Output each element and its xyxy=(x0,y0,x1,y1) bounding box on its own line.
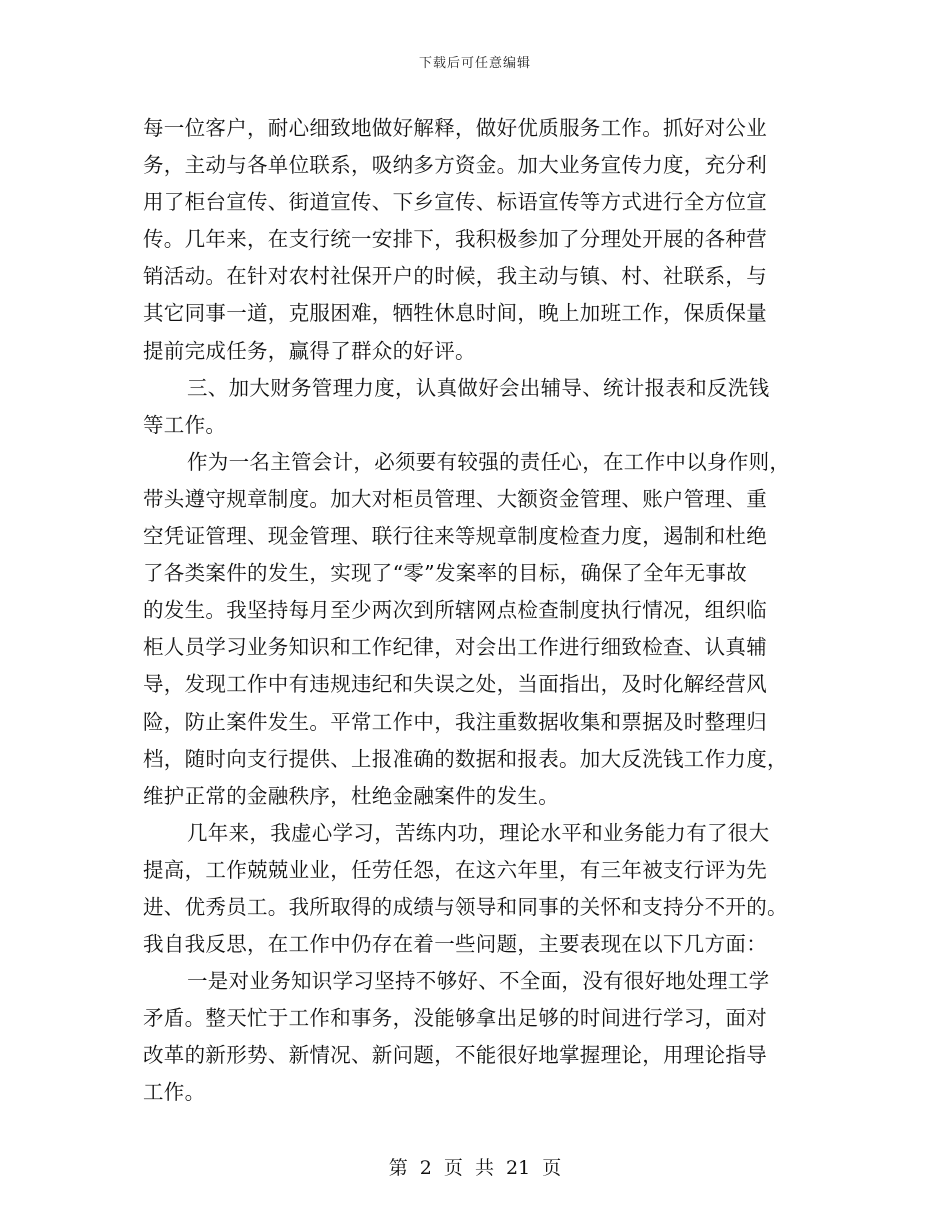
text-line: 我自我反思，在工作中仍存在着一些问题，主要表现在以下几方面： xyxy=(143,932,767,957)
text-line: 其它同事一道，克服困难，牺牲休息时间，晚上加班工作，保质保量 xyxy=(143,301,767,326)
text-line: 每一位客户，耐心细致地做好解释，做好优质服务工作。抓好对公业 xyxy=(143,116,767,140)
text-line: 导，发现工作中有违规违纪和失误之处，当面指出，及时化解经营风 xyxy=(143,672,767,697)
text-line: 销活动。在针对农村社保开户的时候，我主动与镇、村、社联系，与 xyxy=(143,264,767,289)
text-line: 一是对业务知识学习坚持不够好、不全面，没有很好地处理工学 xyxy=(187,969,770,994)
text-line: 险，防止案件发生。平常工作中，我注重数据收集和票据及时整理归 xyxy=(143,709,767,734)
text-line: 提前完成任务，赢得了群众的好评。 xyxy=(143,338,476,363)
text-line: 的发生。我坚持每月至少两次到所辖网点检查制度执行情况，组织临 xyxy=(143,598,767,623)
text-line: 等工作。 xyxy=(143,412,227,437)
text-line: 务，主动与各单位联系，吸纳多方资金。加大业务宣传力度，充分利 xyxy=(143,153,767,178)
text-line: 工作。 xyxy=(143,1080,206,1105)
page-header: 下载后可任意编辑 xyxy=(418,56,531,71)
text-line: 柜人员学习业务知识和工作纪律，对会出工作进行细致检查、认真辅 xyxy=(143,635,767,660)
text-line: 带头遵守规章制度。加大对柜员管理、大额资金管理、账户管理、重 xyxy=(143,486,767,511)
text-line: 档，随时向支行提供、上报准确的数据和报表。加大反洗钱工作力度， xyxy=(143,746,788,771)
text-line: 空凭证管理、现金管理、联行往来等规章制度检查力度，遏制和杜绝 xyxy=(143,524,767,549)
text-line: 改革的新形势、新情况、新问题，不能很好地掌握理论，用理论指导 xyxy=(143,1043,767,1068)
text-line: 传。几年来，在支行统一安排下，我积极参加了分理处开展的各种营 xyxy=(143,227,767,252)
text-line: 作为一名主管会计，必须要有较强的责任心，在工作中以身作则， xyxy=(187,449,791,474)
text-line: 三、加大财务管理力度，认真做好会出辅导、统计报表和反洗钱 xyxy=(187,375,770,400)
text-line: 用了柜台宣传、街道宣传、下乡宣传、标语宣传等方式进行全方位宣 xyxy=(143,190,767,215)
text-line: 维护正常的金融秩序，杜绝金融案件的发生。 xyxy=(143,783,559,808)
document-body xyxy=(143,110,803,1112)
text-line: 进、优秀员工。我所取得的成绩与领导和同事的关怀和支持分不开的。 xyxy=(143,894,788,919)
text-line: 提高，工作兢兢业业，任劳任怨，在这六年里，有三年被支行评为先 xyxy=(143,857,767,882)
page-footer: 第 2 页 共 21 页 xyxy=(388,1157,562,1179)
text-line: 矛盾。整天忙于工作和事务，没能够拿出足够的时间进行学习，面对 xyxy=(143,1006,767,1031)
text-line: 了各类案件的发生，实现了“零”发案率的目标，确保了全年无事故 xyxy=(143,561,747,586)
text-line: 几年来，我虚心学习，苦练内功，理论水平和业务能力有了很大 xyxy=(187,820,770,845)
